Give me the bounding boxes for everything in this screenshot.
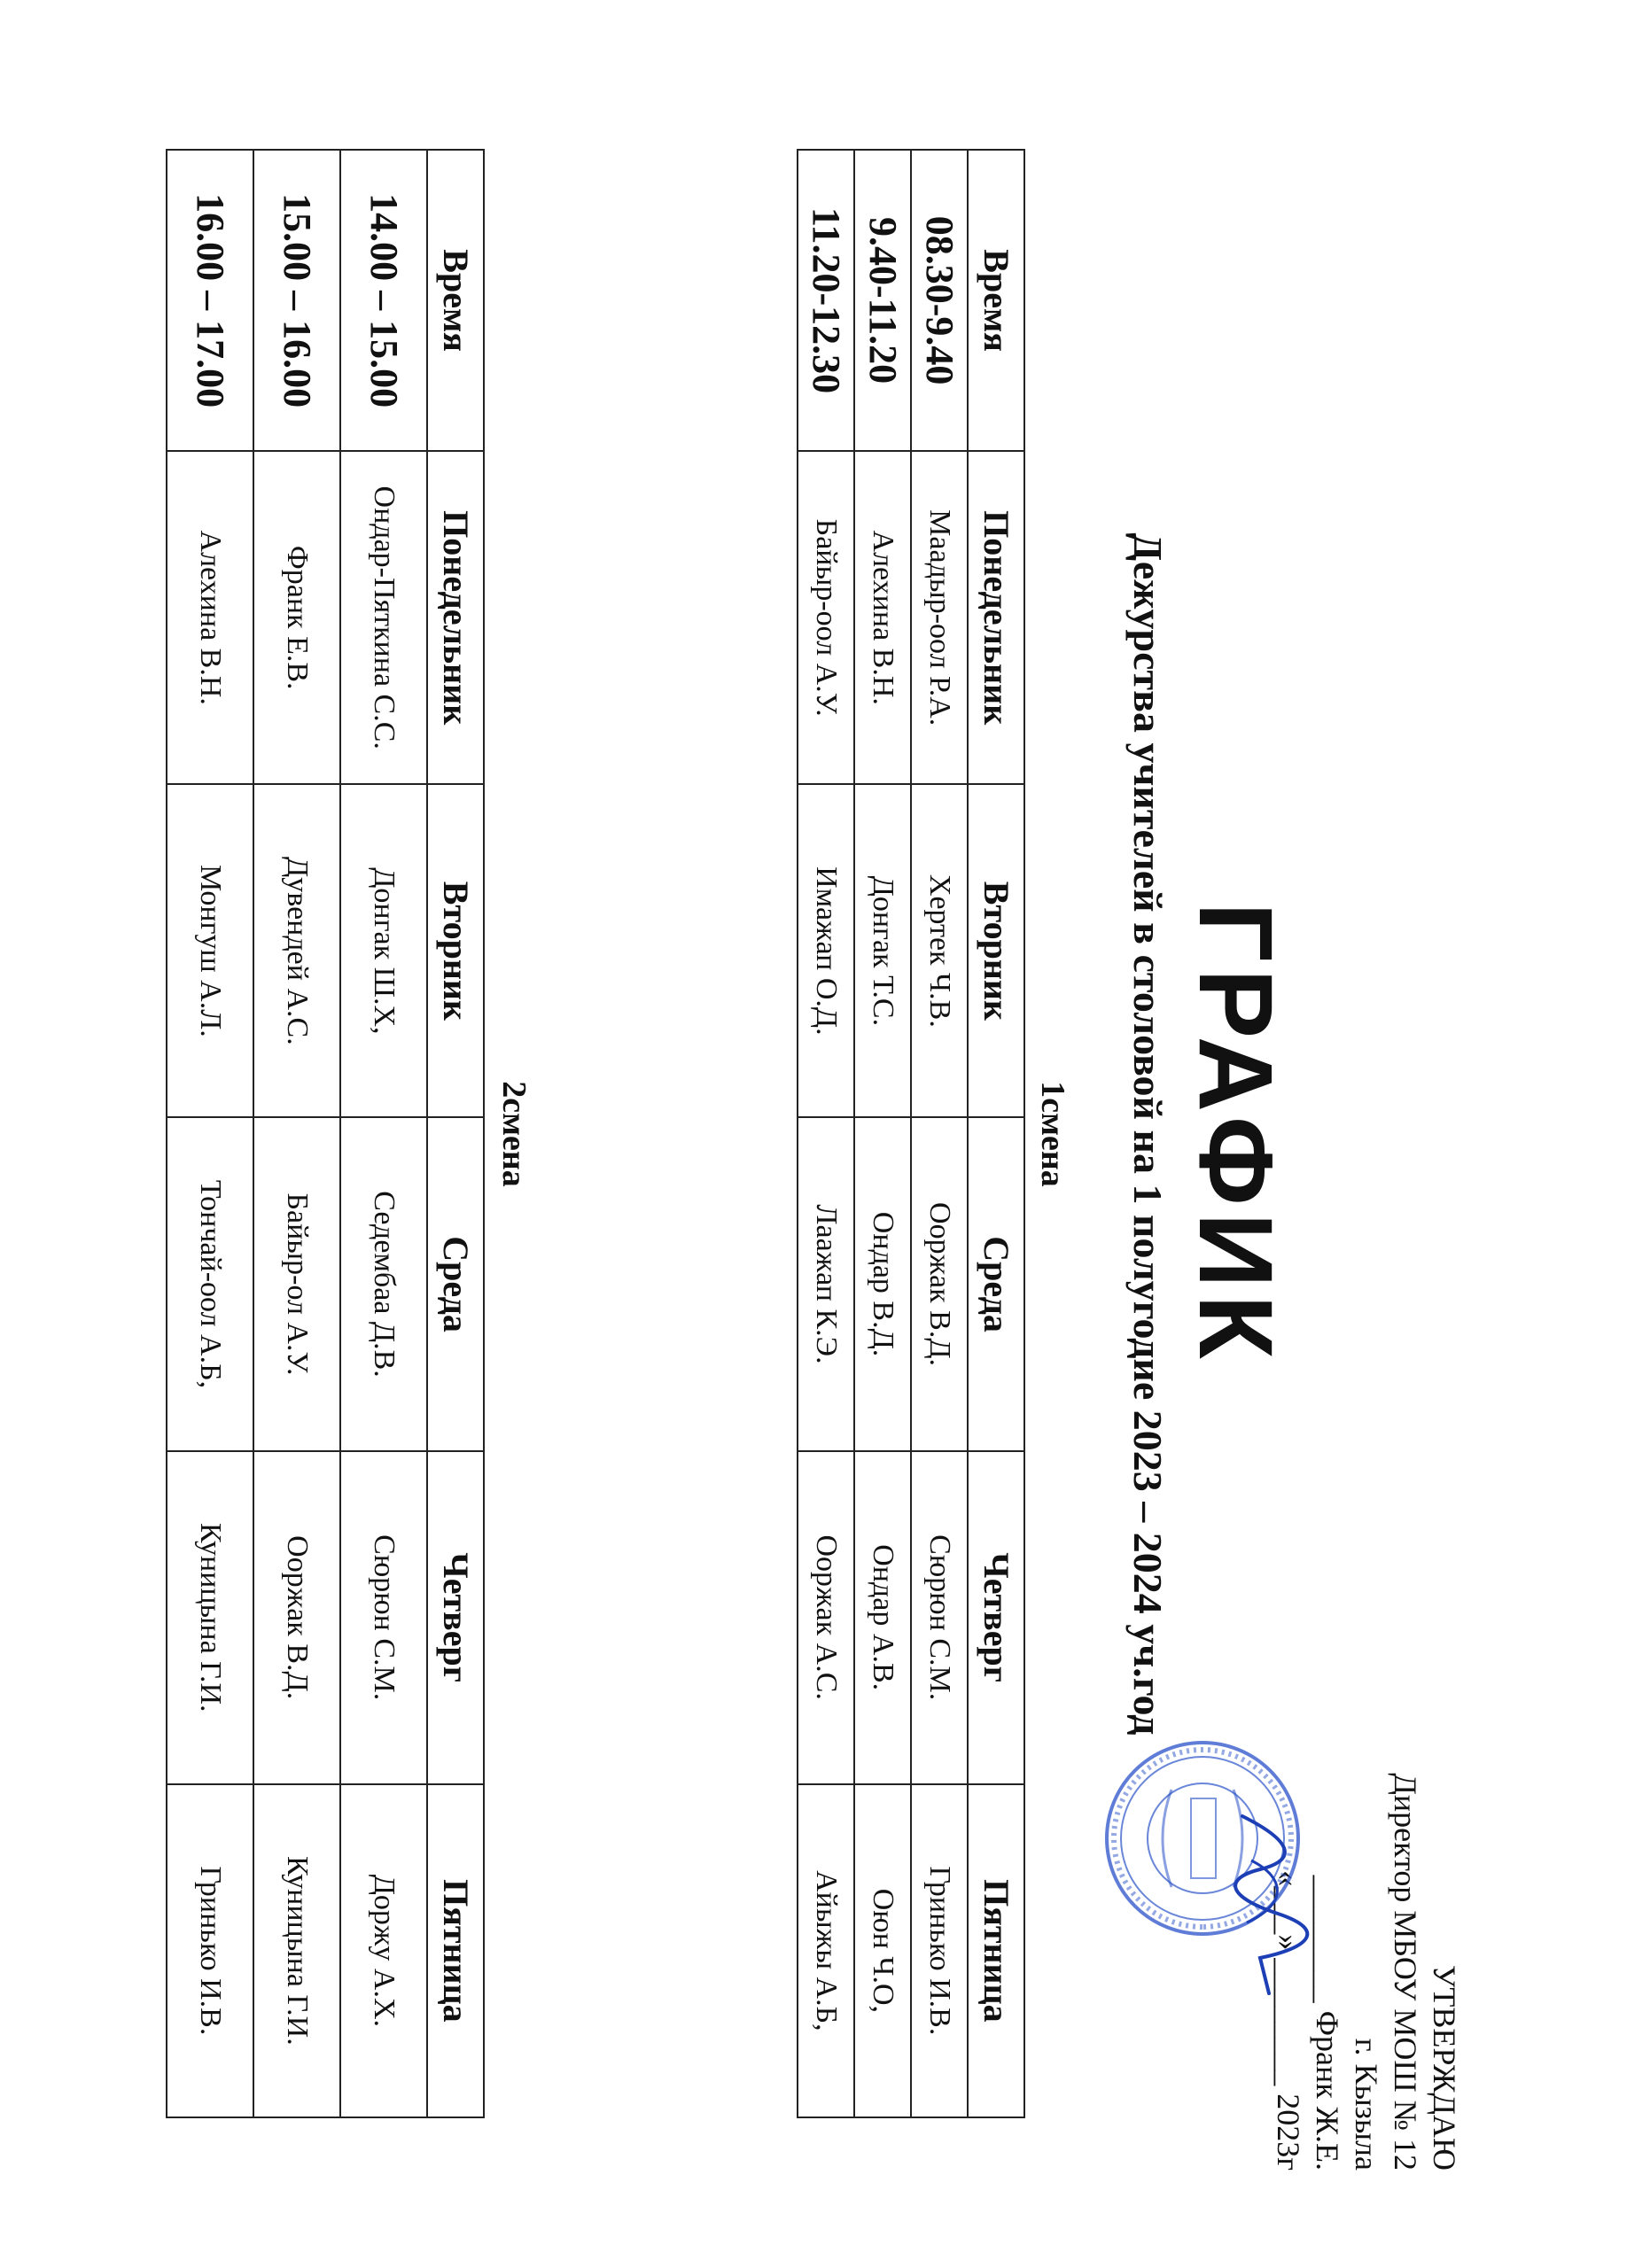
shift1-label: 1смена bbox=[1034, 1081, 1071, 1187]
duty-cell: Алехина В.Н. bbox=[854, 451, 911, 784]
duty-cell: Айыжы А.Б, bbox=[798, 1784, 854, 2117]
duty-cell: Монгуш А.Л. bbox=[167, 784, 253, 1117]
time-cell: 16.00 – 17.00 bbox=[167, 150, 253, 451]
shift2-label: 2смена bbox=[495, 1081, 533, 1187]
table-row bbox=[854, 150, 911, 2117]
document-title: ГРАФИК bbox=[1177, 902, 1294, 1366]
duty-cell: Куницына Г.И. bbox=[167, 1451, 253, 1784]
duty-cell: Доржу А.Х. bbox=[340, 1784, 427, 2117]
duty-cell: Лаажап К.Э. bbox=[798, 1117, 854, 1450]
duty-cell: Сюрюн С.М. bbox=[911, 1451, 968, 1784]
header-tuesday: Вторник bbox=[968, 784, 1024, 1117]
document-subtitle: Дежурства учителей в столовой на 1 полугодие 2023 – 2024 уч.год bbox=[1125, 532, 1171, 1736]
duty-cell: Седембаа Д.В. bbox=[340, 1117, 427, 1450]
header-time: Время bbox=[968, 150, 1024, 451]
approval-date-line: «___» ________ 2023г bbox=[1271, 1870, 1306, 2171]
table-header-row bbox=[968, 150, 1024, 2117]
duty-cell: Алехина В.Н. bbox=[167, 451, 253, 784]
duty-cell: Гринько И.В. bbox=[911, 1784, 968, 2117]
table-row bbox=[798, 150, 854, 2117]
duty-cell: Маадыр-оол Р.А. bbox=[911, 451, 968, 784]
duty-cell: Гринько И.В. bbox=[167, 1784, 253, 2117]
duty-cell: Ондар-Пяткина С.С. bbox=[340, 451, 427, 784]
duty-cell: Донгак Т.С. bbox=[854, 784, 911, 1117]
duty-cell: Сюрюн С.М. bbox=[340, 1451, 427, 1784]
duty-cell: Ооржак В.Д. bbox=[911, 1117, 968, 1450]
header-wednesday: Среда bbox=[968, 1117, 1024, 1450]
duty-cell: Дувендей А.С. bbox=[253, 784, 340, 1117]
table-row bbox=[340, 150, 427, 2117]
table-row bbox=[167, 150, 253, 2117]
header-monday: Понедельник bbox=[427, 451, 484, 784]
duty-cell: Ондар А.В. bbox=[854, 1451, 911, 1784]
approval-city: г. Кызыла bbox=[1349, 2038, 1384, 2171]
header-friday: Пятница bbox=[427, 1784, 484, 2117]
duty-cell: Ооржак А.С. bbox=[798, 1451, 854, 1784]
header-wednesday: Среда bbox=[427, 1117, 484, 1450]
duty-cell: Байыр-ол А.У. bbox=[253, 1117, 340, 1450]
duty-cell: Ондар В.Д. bbox=[854, 1117, 911, 1450]
header-thursday: Четверг bbox=[427, 1451, 484, 1784]
table-row bbox=[253, 150, 340, 2117]
approval-signature-line: ________ Франк Ж.Е. bbox=[1310, 1875, 1345, 2171]
shift2-table bbox=[166, 149, 485, 2118]
time-cell: 11.20-12.30 bbox=[798, 150, 854, 451]
header-time: Время bbox=[427, 150, 484, 451]
duty-cell: Ооржак В.Д. bbox=[253, 1451, 340, 1784]
time-cell: 14.00 – 15.00 bbox=[340, 150, 427, 451]
shift1-table bbox=[797, 149, 1025, 2118]
header-monday: Понедельник bbox=[968, 451, 1024, 784]
duty-cell: Тончай-оол А.Б, bbox=[167, 1117, 253, 1450]
duty-cell: Донгак Ш.Х, bbox=[340, 784, 427, 1117]
duty-cell: Имажап О.Д. bbox=[798, 784, 854, 1117]
table-row bbox=[911, 150, 968, 2117]
duty-cell: Франк Е.В. bbox=[253, 451, 340, 784]
duty-cell: Оюн Ч.О, bbox=[854, 1784, 911, 2117]
table-header-row bbox=[427, 150, 484, 2117]
approval-heading: УТВЕРЖДАЮ bbox=[1427, 1964, 1462, 2171]
header-thursday: Четверг bbox=[968, 1451, 1024, 1784]
approval-director: Директор МБОУ МОШ № 12 bbox=[1388, 1773, 1423, 2171]
header-friday: Пятница bbox=[968, 1784, 1024, 2117]
duty-cell: Байыр-оол А.У. bbox=[798, 451, 854, 784]
time-cell: 15.00 – 16.00 bbox=[253, 150, 340, 451]
time-cell: 9.40-11.20 bbox=[854, 150, 911, 451]
time-cell: 08.30-9.40 bbox=[911, 150, 968, 451]
duty-cell: Хертек Ч.В. bbox=[911, 784, 968, 1117]
header-tuesday: Вторник bbox=[427, 784, 484, 1117]
duty-cell: Куницына Г.И. bbox=[253, 1784, 340, 2117]
